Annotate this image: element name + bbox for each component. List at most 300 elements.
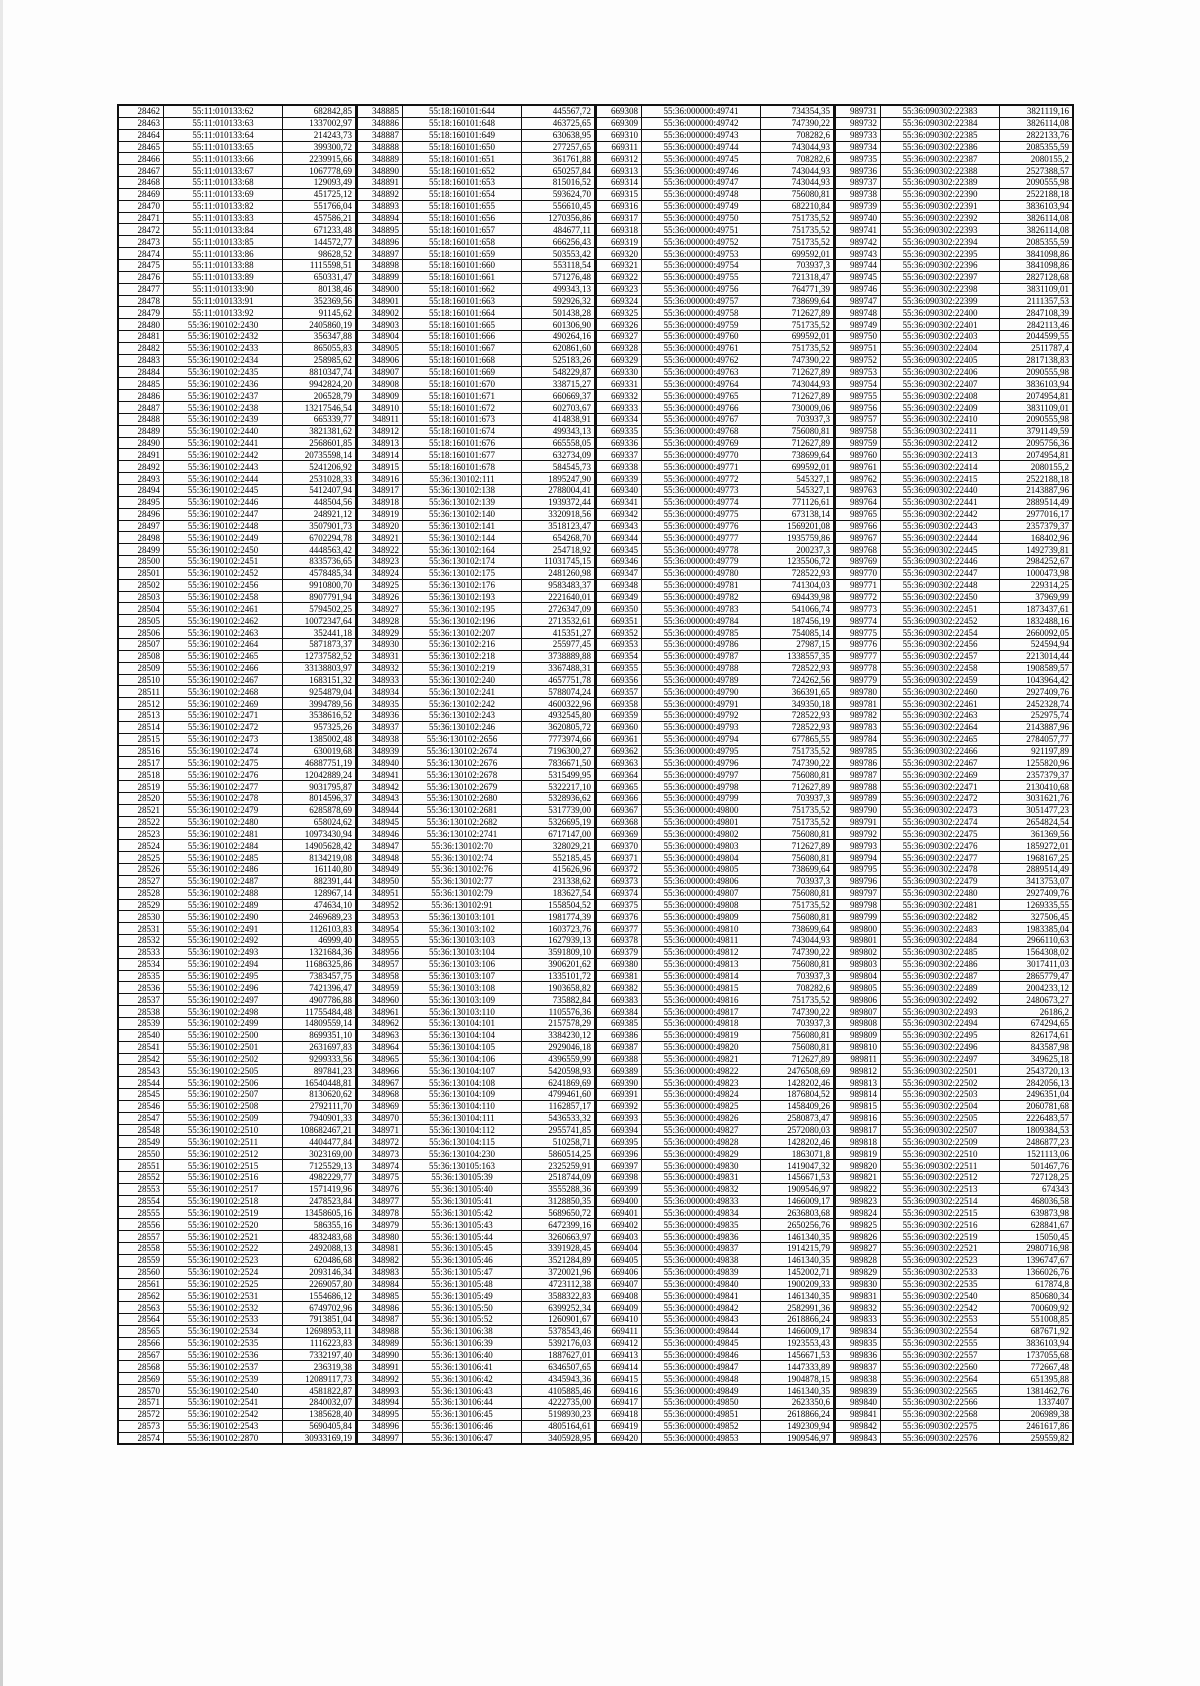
value-cell: 2650256,76 xyxy=(761,1219,834,1231)
table-row xyxy=(119,390,356,402)
value-cell: 2847108,39 xyxy=(1000,307,1073,319)
cadastral-number-cell: 55:36:190102:2542 xyxy=(164,1408,283,1420)
value-cell: 3555288,36 xyxy=(522,1183,595,1195)
row-index-cell: 989816 xyxy=(836,1112,881,1124)
value-cell: 1235506,72 xyxy=(761,556,834,568)
value-cell: 1116223,83 xyxy=(283,1337,356,1349)
row-index-cell: 348905 xyxy=(358,342,403,354)
cadastral-number-cell: 55:36:190102:2477 xyxy=(164,781,283,793)
cadastral-number-cell: 55:18:160101:654 xyxy=(403,188,522,200)
row-index-cell: 669402 xyxy=(597,1219,642,1231)
cadastral-number-cell: 55:36:000000:49753 xyxy=(642,248,761,260)
cadastral-number-cell: 55:36:130103:110 xyxy=(403,1006,522,1018)
table-row xyxy=(358,1420,595,1432)
value-cell: 13458605,16 xyxy=(283,1207,356,1219)
cadastral-number-cell: 55:36:190102:2505 xyxy=(164,1065,283,1077)
row-index-cell: 28537 xyxy=(119,994,164,1006)
cadastral-number-cell: 55:36:000000:49742 xyxy=(642,117,761,129)
cadastral-number-cell: 55:36:190102:2520 xyxy=(164,1219,283,1231)
row-index-cell: 669370 xyxy=(597,840,642,852)
table-row xyxy=(358,1017,595,1029)
cadastral-number-cell: 55:36:000000:49762 xyxy=(642,354,761,366)
cadastral-number-cell: 55:36:000000:49793 xyxy=(642,721,761,733)
cadastral-number-cell: 55:36:090302:22509 xyxy=(881,1136,1000,1148)
row-index-cell: 28571 xyxy=(119,1396,164,1408)
value-cell: 12042889,24 xyxy=(283,769,356,781)
row-index-cell: 989791 xyxy=(836,816,881,828)
value-cell: 3405928,95 xyxy=(522,1432,595,1444)
cadastral-number-cell: 55:36:190102:2474 xyxy=(164,745,283,757)
value-cell: 756080,81 xyxy=(761,958,834,970)
cadastral-number-cell: 55:36:130103:106 xyxy=(403,958,522,970)
table-row xyxy=(836,473,1073,485)
table-row xyxy=(836,1195,1073,1207)
row-index-cell: 989786 xyxy=(836,757,881,769)
row-index-cell: 989821 xyxy=(836,1171,881,1183)
cadastral-number-cell: 55:36:000000:49789 xyxy=(642,674,761,686)
cadastral-number-cell: 55:36:000000:49852 xyxy=(642,1420,761,1432)
cadastral-number-cell: 55:36:000000:49828 xyxy=(642,1136,761,1148)
table-row xyxy=(836,946,1073,958)
cadastral-number-cell: 55:36:130103:104 xyxy=(403,946,522,958)
value-cell: 721318,47 xyxy=(761,271,834,283)
row-index-cell: 348976 xyxy=(358,1183,403,1195)
row-index-cell: 348933 xyxy=(358,674,403,686)
table-row xyxy=(358,1100,595,1112)
cadastral-number-cell: 55:36:090302:22492 xyxy=(881,994,1000,1006)
row-index-cell: 28466 xyxy=(119,153,164,165)
table-row xyxy=(836,816,1073,828)
value-cell: 3831109,01 xyxy=(1000,402,1073,414)
value-cell: 501467,76 xyxy=(1000,1160,1073,1172)
value-cell: 11755484,48 xyxy=(283,1006,356,1018)
cadastral-number-cell: 55:36:000000:49809 xyxy=(642,911,761,923)
cadastral-number-cell: 55:36:130104:230 xyxy=(403,1148,522,1160)
row-index-cell: 989757 xyxy=(836,413,881,425)
row-index-cell: 989826 xyxy=(836,1231,881,1243)
value-cell: 33138803,97 xyxy=(283,662,356,674)
row-index-cell: 669392 xyxy=(597,1100,642,1112)
table-row xyxy=(119,828,356,840)
value-cell: 1492309,94 xyxy=(761,1420,834,1432)
cadastral-number-cell: 55:36:000000:49746 xyxy=(642,165,761,177)
cadastral-number-cell: 55:18:160101:678 xyxy=(403,461,522,473)
table-row xyxy=(358,792,595,804)
row-index-cell: 28529 xyxy=(119,899,164,911)
table-row xyxy=(119,1195,356,1207)
row-index-cell: 28462 xyxy=(119,106,164,118)
cadastral-number-cell: 55:36:190102:2498 xyxy=(164,1006,283,1018)
table-row xyxy=(119,1396,356,1408)
cadastral-number-cell: 55:18:160101:666 xyxy=(403,331,522,343)
row-index-cell: 348929 xyxy=(358,627,403,639)
row-index-cell: 28491 xyxy=(119,449,164,461)
table-row xyxy=(119,1077,356,1089)
value-cell: 628841,67 xyxy=(1000,1219,1073,1231)
cadastral-number-cell: 55:36:190102:2543 xyxy=(164,1420,283,1432)
cadastral-number-cell: 55:36:190102:2468 xyxy=(164,686,283,698)
table-row xyxy=(358,188,595,200)
value-cell: 3518123,47 xyxy=(522,520,595,532)
row-index-cell: 669340 xyxy=(597,485,642,497)
value-cell: 3384230,12 xyxy=(522,1029,595,1041)
row-index-cell: 669389 xyxy=(597,1065,642,1077)
value-cell: 2090555,98 xyxy=(1000,413,1073,425)
row-index-cell: 669315 xyxy=(597,188,642,200)
table-row xyxy=(119,165,356,177)
cadastral-number-cell: 55:36:130104:105 xyxy=(403,1041,522,1053)
row-index-cell: 348949 xyxy=(358,864,403,876)
cadastral-number-cell: 55:36:000000:49748 xyxy=(642,188,761,200)
row-index-cell: 348970 xyxy=(358,1112,403,1124)
row-index-cell: 28469 xyxy=(119,188,164,200)
table-row xyxy=(358,804,595,816)
cadastral-number-cell: 55:36:090302:22557 xyxy=(881,1349,1000,1361)
table-row xyxy=(836,496,1073,508)
row-index-cell: 989751 xyxy=(836,342,881,354)
table-row xyxy=(358,200,595,212)
cadastral-number-cell: 55:36:000000:49819 xyxy=(642,1029,761,1041)
value-cell: 2572080,03 xyxy=(761,1124,834,1136)
cadastral-number-cell: 55:36:000000:49829 xyxy=(642,1148,761,1160)
row-index-cell: 989765 xyxy=(836,508,881,520)
table-row xyxy=(119,721,356,733)
table-row xyxy=(836,1065,1073,1077)
value-cell: 1569201,08 xyxy=(761,520,834,532)
table-row xyxy=(119,698,356,710)
row-index-cell: 28552 xyxy=(119,1171,164,1183)
table-row xyxy=(597,1420,834,1432)
cadastral-number-cell: 55:36:090302:22485 xyxy=(881,946,1000,958)
table-row xyxy=(597,1337,834,1349)
value-cell: 445567,72 xyxy=(522,106,595,118)
value-cell: 5315499,95 xyxy=(522,769,595,781)
cadastral-number-cell: 55:36:000000:49837 xyxy=(642,1243,761,1255)
cadastral-number-cell: 55:36:090302:22479 xyxy=(881,875,1000,887)
cadastral-number-cell: 55:36:000000:49846 xyxy=(642,1349,761,1361)
cadastral-number-cell: 55:36:130104:106 xyxy=(403,1053,522,1065)
row-index-cell: 348994 xyxy=(358,1396,403,1408)
row-index-cell: 669324 xyxy=(597,295,642,307)
row-index-cell: 669409 xyxy=(597,1302,642,1314)
table-row xyxy=(836,319,1073,331)
table-row xyxy=(597,1266,834,1278)
table-row xyxy=(358,757,595,769)
table-row xyxy=(597,390,834,402)
table-row xyxy=(597,946,834,958)
value-cell: 258985,62 xyxy=(283,354,356,366)
row-index-cell: 28555 xyxy=(119,1207,164,1219)
cadastral-number-cell: 55:36:000000:49792 xyxy=(642,710,761,722)
row-index-cell: 348981 xyxy=(358,1243,403,1255)
table-row xyxy=(836,1432,1073,1444)
cadastral-number-cell: 55:36:130102:219 xyxy=(403,662,522,674)
row-index-cell: 669390 xyxy=(597,1077,642,1089)
cadastral-number-cell: 55:36:090302:22516 xyxy=(881,1219,1000,1231)
cadastral-number-cell: 55:36:190102:2533 xyxy=(164,1314,283,1326)
value-cell: 584545,73 xyxy=(522,461,595,473)
row-index-cell: 28475 xyxy=(119,259,164,271)
cadastral-number-cell: 55:36:090302:22501 xyxy=(881,1065,1000,1077)
value-cell: 490264,16 xyxy=(522,331,595,343)
row-index-cell: 989805 xyxy=(836,982,881,994)
value-cell: 1260901,67 xyxy=(522,1314,595,1326)
cadastral-number-cell: 55:36:130102:174 xyxy=(403,556,522,568)
row-index-cell: 989762 xyxy=(836,473,881,485)
value-cell: 8907791,94 xyxy=(283,591,356,603)
row-index-cell: 989818 xyxy=(836,1136,881,1148)
cadastral-number-cell: 55:36:190102:2502 xyxy=(164,1053,283,1065)
row-index-cell: 348939 xyxy=(358,745,403,757)
row-index-cell: 989811 xyxy=(836,1053,881,1065)
value-cell: 9583483,37 xyxy=(522,579,595,591)
value-cell: 551008,85 xyxy=(1000,1314,1073,1326)
value-cell: 751735,52 xyxy=(761,236,834,248)
row-index-cell: 989840 xyxy=(836,1396,881,1408)
cadastral-number-cell: 55:36:000000:49824 xyxy=(642,1089,761,1101)
table-row xyxy=(836,1290,1073,1302)
table-row xyxy=(119,153,356,165)
row-index-cell: 669351 xyxy=(597,615,642,627)
table-row xyxy=(836,970,1073,982)
cadastral-number-cell: 55:36:190102:2523 xyxy=(164,1254,283,1266)
table-row xyxy=(597,745,834,757)
cadastral-number-cell: 55:36:000000:49765 xyxy=(642,390,761,402)
table-row xyxy=(597,319,834,331)
cadastral-number-cell: 55:36:090302:22503 xyxy=(881,1089,1000,1101)
row-index-cell: 28564 xyxy=(119,1314,164,1326)
cadastral-number-cell: 55:36:130102:2656 xyxy=(403,733,522,745)
table-row xyxy=(836,1243,1073,1255)
row-index-cell: 989835 xyxy=(836,1337,881,1349)
value-cell: 5436533,32 xyxy=(522,1112,595,1124)
cadastral-number-cell: 55:36:190102:2535 xyxy=(164,1337,283,1349)
table-row xyxy=(836,1278,1073,1290)
cadastral-number-cell: 55:36:190102:2442 xyxy=(164,449,283,461)
value-cell: 2480673,27 xyxy=(1000,994,1073,1006)
table-row xyxy=(836,864,1073,876)
cadastral-number-cell: 55:36:000000:49778 xyxy=(642,544,761,556)
table-row xyxy=(836,650,1073,662)
row-index-cell: 28541 xyxy=(119,1041,164,1053)
table-row xyxy=(119,331,356,343)
value-cell: 2060781,68 xyxy=(1000,1100,1073,1112)
table-row xyxy=(119,567,356,579)
table-row xyxy=(358,106,595,118)
value-cell: 639873,98 xyxy=(1000,1207,1073,1219)
table-row xyxy=(836,485,1073,497)
table-row xyxy=(836,994,1073,1006)
table-row xyxy=(119,1420,356,1432)
value-cell: 712627,89 xyxy=(761,307,834,319)
cadastral-number-cell: 55:36:000000:49796 xyxy=(642,757,761,769)
value-cell: 1863071,8 xyxy=(761,1148,834,1160)
cadastral-number-cell: 55:36:090302:22535 xyxy=(881,1278,1000,1290)
row-index-cell: 989754 xyxy=(836,378,881,390)
row-index-cell: 669399 xyxy=(597,1183,642,1195)
row-index-cell: 989764 xyxy=(836,496,881,508)
table-row xyxy=(836,1077,1073,1089)
row-index-cell: 28562 xyxy=(119,1290,164,1302)
cadastral-number-cell: 55:36:000000:49782 xyxy=(642,591,761,603)
cadastral-number-cell: 55:36:190102:2437 xyxy=(164,390,283,402)
table-row xyxy=(119,674,356,686)
row-index-cell: 989819 xyxy=(836,1148,881,1160)
value-cell: 2840032,07 xyxy=(283,1396,356,1408)
table-row xyxy=(119,342,356,354)
value-cell: 1335101,72 xyxy=(522,970,595,982)
row-index-cell: 989766 xyxy=(836,520,881,532)
row-index-cell: 28543 xyxy=(119,1065,164,1077)
row-index-cell: 348894 xyxy=(358,212,403,224)
value-cell: 144572,77 xyxy=(283,236,356,248)
cadastral-number-cell: 55:36:190102:2487 xyxy=(164,875,283,887)
table-row xyxy=(836,295,1073,307)
cadastral-number-cell: 55:36:130106:42 xyxy=(403,1373,522,1385)
table-row xyxy=(119,603,356,615)
cadastral-number-cell: 55:36:090302:22410 xyxy=(881,413,1000,425)
table-row xyxy=(597,532,834,544)
row-index-cell: 348980 xyxy=(358,1231,403,1243)
cadastral-number-cell: 55:36:130102:2679 xyxy=(403,781,522,793)
row-index-cell: 28558 xyxy=(119,1243,164,1255)
table-row xyxy=(358,129,595,141)
table-row xyxy=(358,1385,595,1397)
table-row xyxy=(119,129,356,141)
cadastral-number-cell: 55:36:190102:2525 xyxy=(164,1278,283,1290)
cadastral-number-cell: 55:36:130105:52 xyxy=(403,1314,522,1326)
value-cell: 630019,68 xyxy=(283,745,356,757)
value-cell: 556610,45 xyxy=(522,200,595,212)
table-row xyxy=(597,1053,834,1065)
table-row xyxy=(358,615,595,627)
table-row xyxy=(597,816,834,828)
value-cell: 1887627,01 xyxy=(522,1349,595,1361)
table-row xyxy=(836,958,1073,970)
value-cell: 30933169,19 xyxy=(283,1432,356,1444)
cadastral-number-cell: 55:36:090302:22395 xyxy=(881,248,1000,260)
cadastral-number-cell: 55:36:090302:22497 xyxy=(881,1053,1000,1065)
cadastral-number-cell: 55:36:090302:22451 xyxy=(881,603,1000,615)
cadastral-number-cell: 55:36:000000:49771 xyxy=(642,461,761,473)
row-index-cell: 989756 xyxy=(836,402,881,414)
row-index-cell: 669320 xyxy=(597,248,642,260)
table-row xyxy=(836,1112,1073,1124)
cadastral-number-cell: 55:36:090302:22507 xyxy=(881,1124,1000,1136)
row-index-cell: 669418 xyxy=(597,1408,642,1420)
cadastral-number-cell: 55:36:000000:49822 xyxy=(642,1065,761,1077)
row-index-cell: 989806 xyxy=(836,994,881,1006)
table-row xyxy=(597,1278,834,1290)
table-row xyxy=(836,129,1073,141)
cadastral-number-cell: 55:36:190102:2509 xyxy=(164,1112,283,1124)
table-row xyxy=(597,1160,834,1172)
table-row xyxy=(597,200,834,212)
value-cell: 2074954,81 xyxy=(1000,449,1073,461)
cadastral-number-cell: 55:36:090302:22511 xyxy=(881,1160,1000,1172)
value-cell: 703937,3 xyxy=(761,413,834,425)
value-cell: 2090555,98 xyxy=(1000,366,1073,378)
value-cell: 1521113,06 xyxy=(1000,1148,1073,1160)
value-cell: 552185,45 xyxy=(522,852,595,864)
value-cell: 98628,52 xyxy=(283,248,356,260)
value-cell: 214243,73 xyxy=(283,129,356,141)
row-index-cell: 669413 xyxy=(597,1349,642,1361)
row-index-cell: 989812 xyxy=(836,1065,881,1077)
value-cell: 728522,93 xyxy=(761,567,834,579)
table-row xyxy=(836,165,1073,177)
table-row xyxy=(358,627,595,639)
cadastral-number-cell: 55:36:190102:2489 xyxy=(164,899,283,911)
cadastral-number-cell: 55:11:010133:82 xyxy=(164,200,283,212)
value-cell: 738699,64 xyxy=(761,449,834,461)
table-row xyxy=(358,212,595,224)
table-row xyxy=(836,1385,1073,1397)
table-row xyxy=(119,224,356,236)
value-cell: 2726347,09 xyxy=(522,603,595,615)
table-row xyxy=(597,1254,834,1266)
cadastral-number-cell: 55:36:000000:49754 xyxy=(642,259,761,271)
value-cell: 2085355,59 xyxy=(1000,236,1073,248)
cadastral-number-cell: 55:36:130105:163 xyxy=(403,1160,522,1172)
row-index-cell: 348963 xyxy=(358,1029,403,1041)
cadastral-number-cell: 55:36:130102:193 xyxy=(403,591,522,603)
row-index-cell: 348960 xyxy=(358,994,403,1006)
table-row xyxy=(597,1041,834,1053)
cadastral-number-cell: 55:36:130104:107 xyxy=(403,1065,522,1077)
value-cell: 10973430,94 xyxy=(283,828,356,840)
cadastral-number-cell: 55:18:160101:649 xyxy=(403,129,522,141)
value-cell: 728522,93 xyxy=(761,721,834,733)
value-cell: 1859272,01 xyxy=(1000,840,1073,852)
value-cell: 4832483,68 xyxy=(283,1231,356,1243)
row-index-cell: 28477 xyxy=(119,283,164,295)
row-index-cell: 989742 xyxy=(836,236,881,248)
value-cell: 8810347,74 xyxy=(283,366,356,378)
row-index-cell: 348935 xyxy=(358,698,403,710)
row-index-cell: 28485 xyxy=(119,378,164,390)
table-row xyxy=(597,1077,834,1089)
cadastral-number-cell: 55:36:000000:49791 xyxy=(642,698,761,710)
table-row xyxy=(597,1183,834,1195)
value-cell: 728522,93 xyxy=(761,710,834,722)
cadastral-number-cell: 55:36:090302:22398 xyxy=(881,283,1000,295)
value-cell: 4222735,00 xyxy=(522,1396,595,1408)
row-index-cell: 28464 xyxy=(119,129,164,141)
table-row xyxy=(836,1148,1073,1160)
cadastral-number-cell: 55:36:130102:240 xyxy=(403,674,522,686)
table-row xyxy=(597,686,834,698)
row-index-cell: 28482 xyxy=(119,342,164,354)
value-cell: 1043964,42 xyxy=(1000,674,1073,686)
value-cell: 1904878,15 xyxy=(761,1373,834,1385)
value-cell: 1452002,71 xyxy=(761,1266,834,1278)
table-row xyxy=(358,970,595,982)
row-index-cell: 28540 xyxy=(119,1029,164,1041)
value-cell: 1903658,82 xyxy=(522,982,595,994)
table-row xyxy=(358,591,595,603)
row-index-cell: 989795 xyxy=(836,864,881,876)
table-row xyxy=(597,935,834,947)
row-index-cell: 348943 xyxy=(358,792,403,804)
row-index-cell: 989823 xyxy=(836,1195,881,1207)
value-cell: 15050,45 xyxy=(1000,1231,1073,1243)
cadastral-number-cell: 55:36:190102:2433 xyxy=(164,342,283,354)
value-cell: 2496351,04 xyxy=(1000,1089,1073,1101)
row-index-cell: 989810 xyxy=(836,1041,881,1053)
row-index-cell: 348940 xyxy=(358,757,403,769)
row-index-cell: 348918 xyxy=(358,496,403,508)
